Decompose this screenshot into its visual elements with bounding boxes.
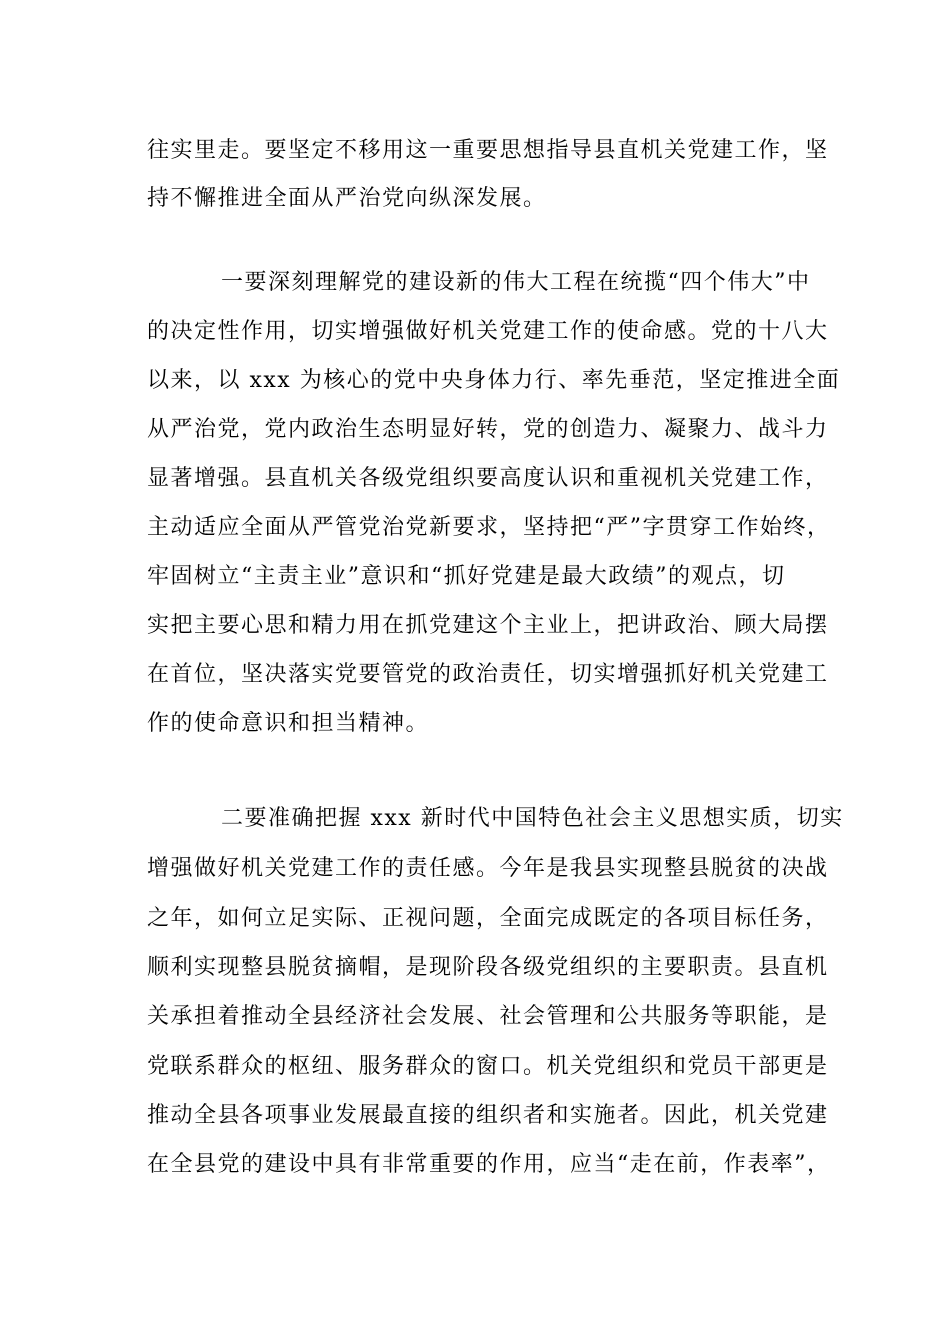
paragraph-3-line-1: 二要准确把握 xxx 新时代中国特色社会主义思想实质，切实 — [221, 806, 844, 831]
paragraph-2-line-5: 显著增强。县直机关各级党组织要高度认识和重视机关党建工作， — [147, 466, 829, 491]
paragraph-2-line-8: 实把主要心思和精力用在抓党建这个主业上，把讲政治、顾大局摆 — [147, 613, 829, 638]
paragraph-3-line-7: 推动全县各项事业发展最直接的组织者和实施者。因此，机关党建 — [147, 1103, 829, 1128]
paragraph-3-line-6: 党联系群众的枢纽、服务群众的窗口。机关党组织和党员干部更是 — [147, 1054, 829, 1079]
paragraph-3-line-4: 顺利实现整县脱贫摘帽，是现阶段各级党组织的主要职责。县直机 — [147, 955, 829, 980]
paragraph-2-line-6: 主动适应全面从严管党治党新要求，坚持把“严”字贯穿工作始终， — [147, 515, 831, 540]
paragraph-2-line-10: 作的使命意识和担当精神。 — [147, 711, 430, 736]
paragraph-2-line-4: 从严治党，党内政治生态明显好转，党的创造力、凝聚力、战斗力 — [147, 417, 829, 442]
paragraph-2-line-1: 一要深刻理解党的建设新的伟大工程在统揽“四个伟大”中 — [221, 270, 811, 295]
paragraph-2-line-7: 牢固树立“主责主业”意识和“抓好党建是最大政绩”的观点，切 — [147, 564, 786, 589]
paragraph-2-line-3: 以来，以 xxx 为核心的党中央身体力行、率先垂范，坚定推进全面 — [147, 368, 841, 393]
paragraph-3-line-8: 在全县党的建设中具有非常重要的作用，应当“走在前，作表率”， — [147, 1152, 831, 1177]
paragraph-3-line-2: 增强做好机关党建工作的责任感。今年是我县实现整县脱贫的决战 — [147, 856, 829, 881]
paragraph-1-line-1: 往实里走。要坚定不移用这一重要思想指导县直机关党建工作，坚 — [147, 138, 829, 163]
paragraph-2-line-2: 的决定性作用，切实增强做好机关党建工作的使命感。党的十八大 — [147, 319, 829, 344]
paragraph-3-line-5: 关承担着推动全县经济社会发展、社会管理和公共服务等职能，是 — [147, 1004, 829, 1029]
paragraph-2-line-9: 在首位，坚决落实党要管党的政治责任，切实增强抓好机关党建工 — [147, 662, 829, 687]
paragraph-3-line-3: 之年，如何立足实际、正视问题，全面完成既定的各项目标任务， — [147, 906, 829, 931]
paragraph-1-line-2: 持不懈推进全面从严治党向纵深发展。 — [147, 186, 547, 211]
